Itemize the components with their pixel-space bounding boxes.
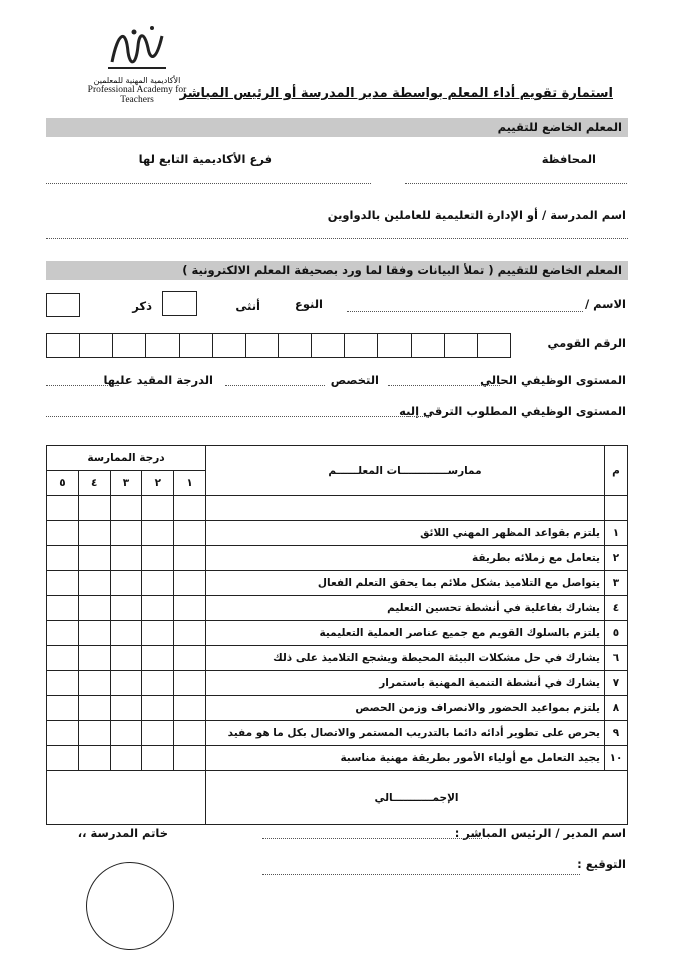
- specialty-label: التخصص: [330, 373, 379, 387]
- practice-text: يجيد التعامل مع أولياء الأمور بطريقة مهنية مناسبة: [206, 746, 605, 771]
- practice-text: يتعامل مع زملائه بطريقة: [206, 546, 605, 571]
- signature-label: التوقيع :: [577, 857, 626, 871]
- logo-text-arabic: الأكاديمية المهنية للمعلمين: [93, 76, 181, 85]
- form-title: استمارة تقويم أداء المعلم بواسطة مدير المدرسة أو الرئيس المباشر: [179, 86, 613, 101]
- table-row: ٤ يشارك بفاعلية في أنشطة تحسين التعليم: [47, 596, 628, 621]
- total-label: الإجمـــــــــــالي: [206, 771, 628, 825]
- governorate-label: المحافظة: [541, 152, 596, 166]
- academy-branch-field[interactable]: [46, 183, 371, 184]
- grade-field[interactable]: [46, 385, 118, 386]
- school-field[interactable]: [46, 238, 628, 239]
- target-level-label: المستوى الوظيفي المطلوب الترقي إليه: [399, 404, 626, 418]
- name-label: الاسم /: [584, 297, 626, 311]
- table-row: ٧ يشارك في أنشطة التنمية المهنية باستمرار: [47, 671, 628, 696]
- total-score-cell[interactable]: [47, 771, 206, 825]
- academy-branch-label: فرع الأكاديمية التابع لها: [138, 152, 272, 166]
- practice-text: يتواصل مع التلاميذ بشكل ملائم بما يحقق التعلم الفعال: [206, 571, 605, 596]
- score-header: ١: [174, 471, 206, 496]
- section2-header: المعلم الخاضع للتقييم ( تملأ البيانات وفقا لما ورد بصحيفة المعلم الالكترونية ): [46, 261, 628, 280]
- national-id-label: الرقم القومي: [547, 336, 626, 350]
- table-row: ١ يلتزم بقواعد المظهر المهني اللائق: [47, 521, 628, 546]
- practice-text: يلتزم بمواعيد الحضور والانصراف وزمن الحصص: [206, 696, 605, 721]
- female-label: أنثى: [235, 299, 260, 313]
- table-row: ٥ يلتزم بالسلوك القويم مع جميع عناصر العملية التعليمية: [47, 621, 628, 646]
- female-checkbox[interactable]: [162, 291, 197, 316]
- col-degree-header: درجة الممارسة: [47, 446, 206, 471]
- col-practices-header: ممارســـــــــــــات المعلــــــم: [206, 446, 605, 496]
- table-row: ٣ يتواصل مع التلاميذ بشكل ملائم بما يحقق التعلم الفعال: [47, 571, 628, 596]
- male-label: ذكر: [132, 299, 152, 313]
- gender-label: النوع: [294, 297, 323, 311]
- practice-text: يحرص على تطوير أدائه دائما بالتدريب المستمر والاتصال بكل ما هو مفيد: [206, 721, 605, 746]
- practice-text: يشارك في حل مشكلات البيئة المحيطة ويشجع التلاميذ على ذلك: [206, 646, 605, 671]
- grade-label: الدرجة المقيد عليها: [103, 373, 213, 387]
- score-header: ٢: [142, 471, 174, 496]
- score-header: ٤: [78, 471, 110, 496]
- name-field[interactable]: [347, 311, 583, 312]
- school-stamp-circle: [86, 862, 174, 950]
- col-num-header: م: [605, 446, 628, 496]
- table-row: ٩ يحرص على تطوير أدائه دائما بالتدريب المستمر والاتصال بكل ما هو مفيد: [47, 721, 628, 746]
- practice-text: يشارك في أنشطة التنمية المهنية باستمرار: [206, 671, 605, 696]
- target-level-field[interactable]: [46, 416, 431, 417]
- score-header: ٥: [47, 471, 79, 496]
- current-level-field[interactable]: [388, 385, 500, 386]
- governorate-field[interactable]: [405, 183, 627, 184]
- practice-text: يلتزم بقواعد المظهر المهني اللائق: [206, 521, 605, 546]
- academy-logo-mark-icon: [104, 22, 170, 74]
- manager-field[interactable]: [262, 838, 482, 839]
- signature-field[interactable]: [262, 874, 580, 875]
- practice-text: يلتزم بالسلوك القويم مع جميع عناصر العملية التعليمية: [206, 621, 605, 646]
- national-id-grid[interactable]: [46, 333, 511, 358]
- table-row: ٨ يلتزم بمواعيد الحضور والانصراف وزمن الحصص: [47, 696, 628, 721]
- stamp-label: خاتم المدرسة ،،: [77, 826, 168, 840]
- school-label: اسم المدرسة / أو الإدارة التعليمية للعاملين بالدواوين: [327, 208, 626, 222]
- current-level-label: المستوى الوظيفي الحالي: [480, 373, 626, 387]
- practices-table: [46, 445, 628, 825]
- score-header: ٣: [110, 471, 142, 496]
- male-checkbox[interactable]: [46, 293, 80, 317]
- manager-label: اسم المدير / الرئيس المباشر :: [454, 826, 626, 840]
- table-row: ٦ يشارك في حل مشكلات البيئة المحيطة ويشجع التلاميذ على ذلك: [47, 646, 628, 671]
- logo-text-english: Professional Academy for Teachers: [87, 85, 187, 105]
- table-row: ٢ يتعامل مع زملائه بطريقة: [47, 546, 628, 571]
- practice-text: يشارك بفاعلية في أنشطة تحسين التعليم: [206, 596, 605, 621]
- section1-header: المعلم الخاضع للتقييم: [46, 118, 628, 137]
- specialty-field[interactable]: [225, 385, 325, 386]
- table-row: ١٠ يجيد التعامل مع أولياء الأمور بطريقة مهنية مناسبة: [47, 746, 628, 771]
